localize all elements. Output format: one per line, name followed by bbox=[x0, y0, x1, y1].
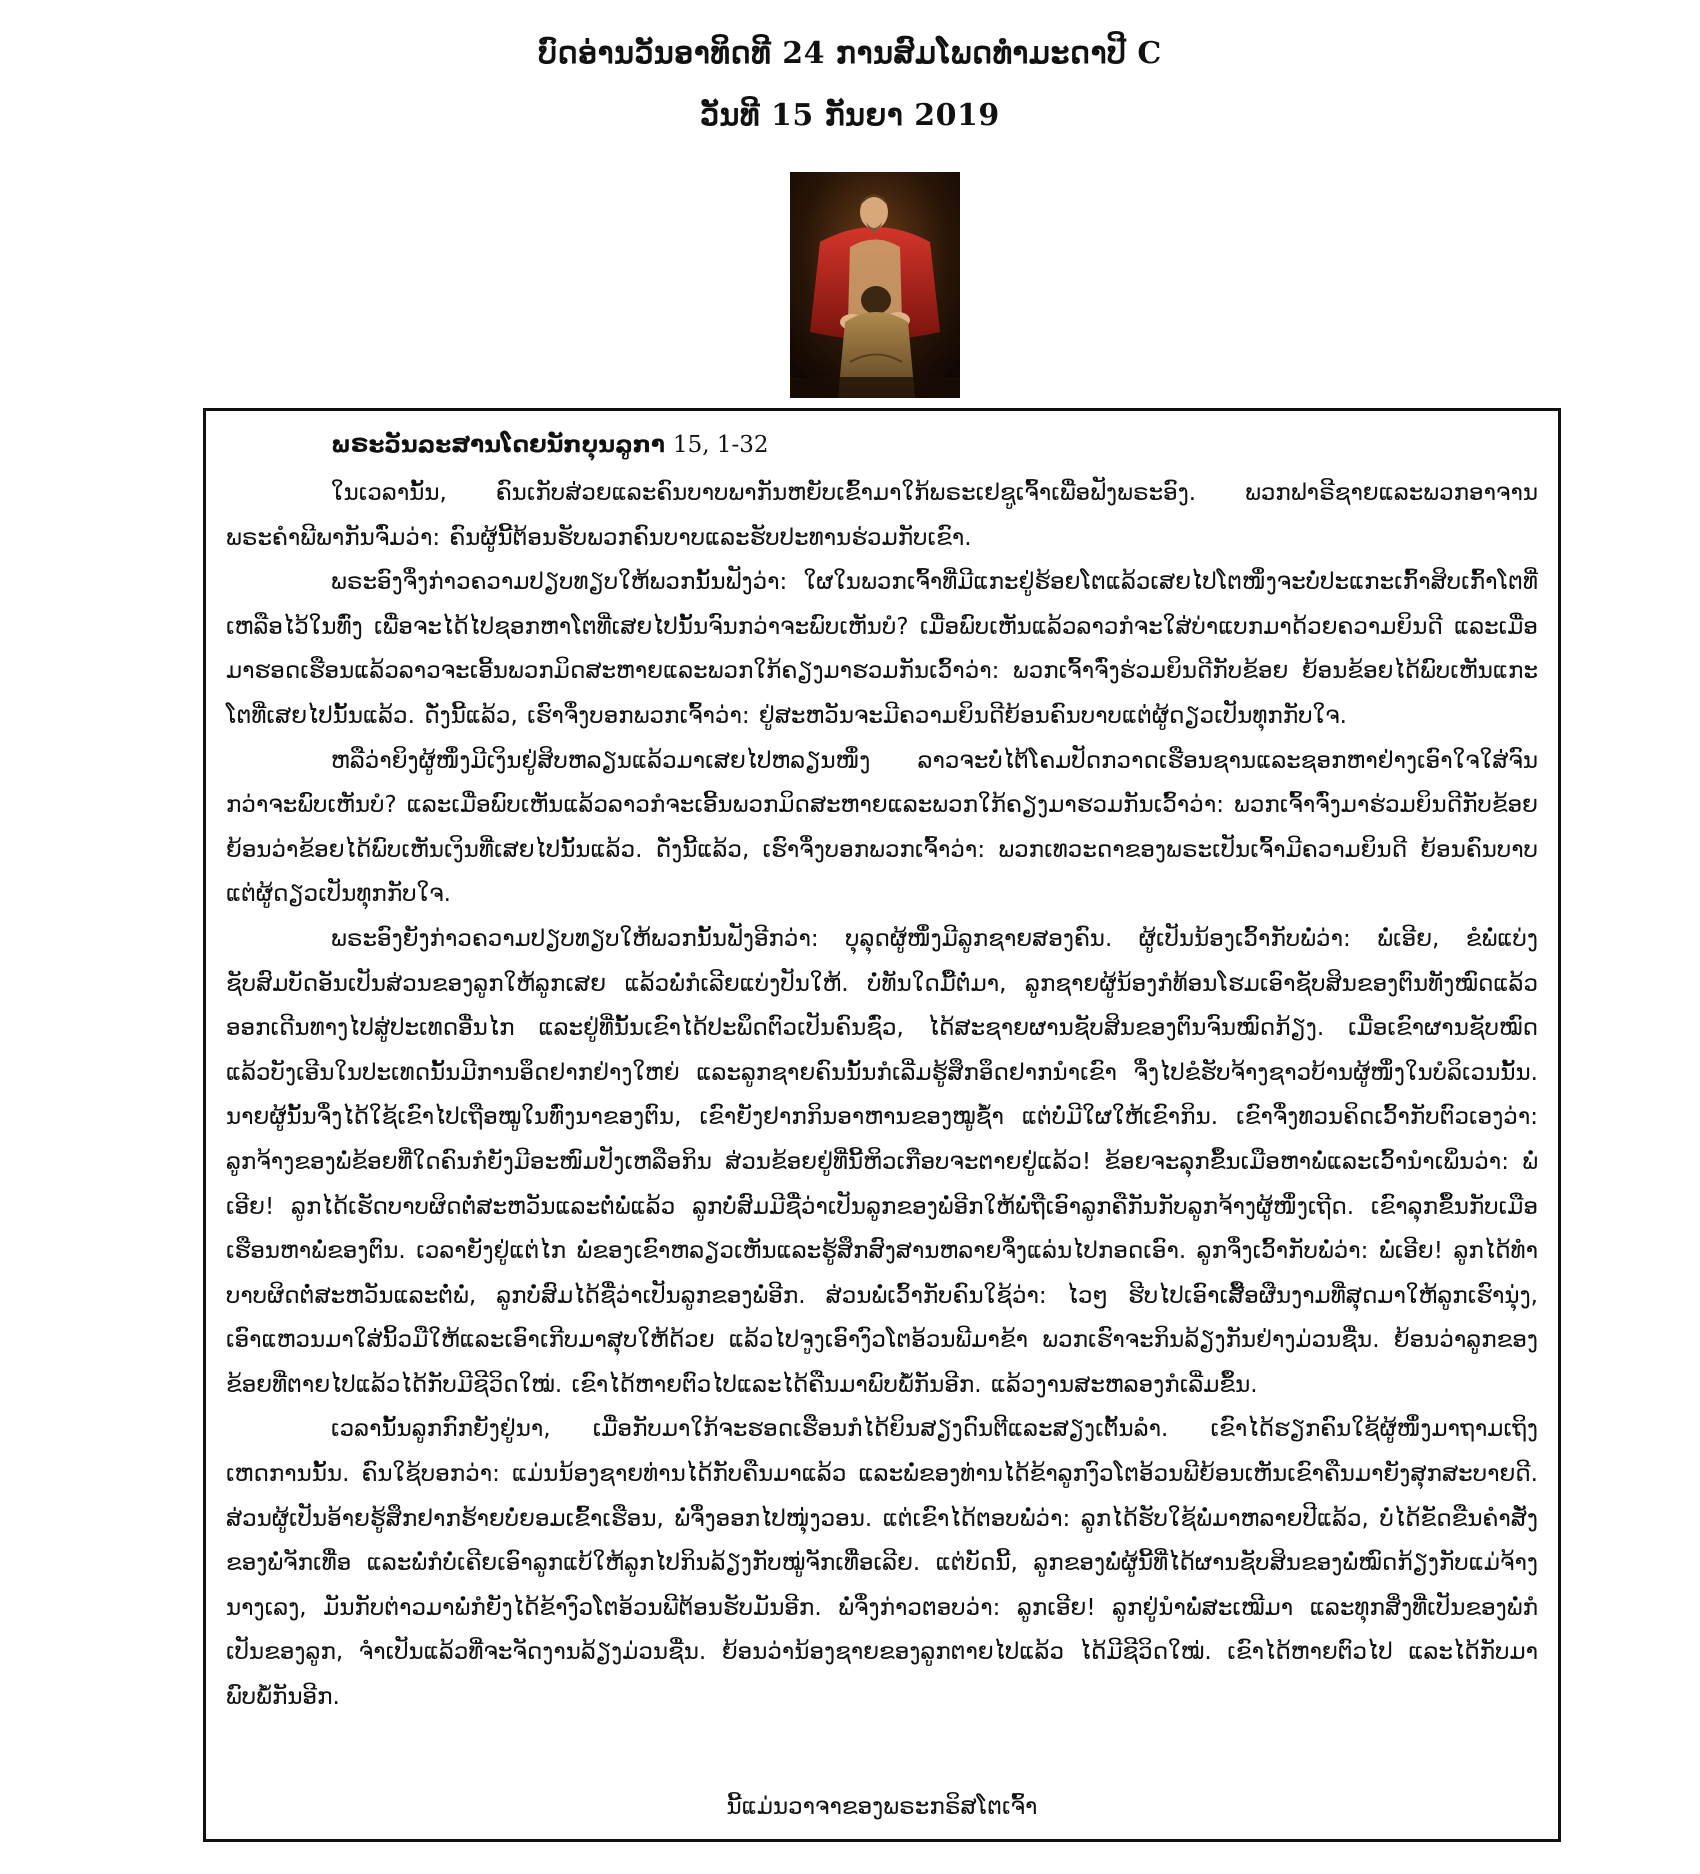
page-title: ບົດອ່ານວັນອາທິດທີ 24 ການສົມໂພດທຳມະດາປີ C bbox=[538, 36, 1162, 71]
reading-paragraph: ພຣະອົງຈຶ່ງກ່າວຄວາມປຽບທຽບໃຫ້ພວກນັ້ນຟັງວ່າ: ໃຜໃນພວກເຈົ້າທີ່ມີແກະຢູ່ຮ້ອຍໂຕແລ້ວເສຍໄປໂຕໜຶ່ງຈະບໍ່ປະແກະເກົ້າສິບເກົ້າໂຕທີ່ເຫລືອໄວ້ໃນທົ່ງ ເພື່ອຈະໄດ້ໄປຊອກຫາໂຕທີ່ເສຍໄປນັ້ນຈົນກວ່າຈະພົບເຫັນບໍ? ເມື່ອພົບເຫັນແລ້ວລາວກໍຈະໃສ່ບ່າແບກມາດ້ວຍຄວາມຍິນດີ ແລະເມື່ອມາຮອດເຮືອນແລ້ວລາວຈະເອີ້ນພວກມິດສະຫາຍແລະພວກໃກ້ຄຽງມາຮວມກັນເວົ້າວ່າ: ພວກເຈົ້າຈົ່ງຮ່ວມຍິນດີກັບຂ້ອຍ ຍ້ອນຂ້ອຍໄດ້ພົບເຫັນແກະໂຕທີ່ເສຍໄປນັ້ນແລ້ວ. ດັ່ງນີ້ແລ້ວ, ເຮົາຈຶ່ງບອກພວກເຈົ້າວ່າ: ຢູ່ສະຫວັນຈະມີຄວາມຍິນດີຍ້ອນຄົນບາບແຕ່ຜູ້ດຽວເປັນທຸກກັບໃຈ. bbox=[226, 569, 1538, 729]
reading-closing-acclamation: ນີ້ແມ່ນວາຈາຂອງພຣະກຣິສໂຕເຈົ້າ bbox=[726, 1794, 1038, 1820]
gospel-reading-box bbox=[203, 408, 1561, 1842]
page-date: ວັນທີ 15 ກັນຍາ 2019 bbox=[700, 98, 1000, 133]
reading-paragraph: ໃນເວລານັ້ນ, ຄົນເກັບສ່ວຍແລະຄົນບາບພາກັນຫຍັບເຂົ້າມາໃກ້ພຣະເຢຊູເຈົ້າເພື່ອຟັງພຣະອົງ. ພວກຟາຣີຊາຍແລະພວກອາຈານພຣະຄຳພີພາກັນຈົ່ມວ່າ: ຄົນຜູ້ນີ້ຕ້ອນຮັບພວກຄົນບາບແລະຮັບປະທານຮ່ວມກັບເຂົາ. bbox=[226, 480, 1538, 551]
gospel-reading-content bbox=[226, 425, 1538, 1720]
reading-paragraph: ເວລານັ້ນລູກກົກຍັງຢູ່ນາ, ເມື່ອກັບມາໃກ້ຈະຮອດເຮືອນກໍໄດ້ຍິນສຽງດົນຕີແລະສຽງເຕັ້ນລຳ. ເຂົາໄດ້ຮຽກຄົນໃຊ້ຜູ້ໜຶ່ງມາຖາມເຖິງເຫດການນັ້ນ. ຄົນໃຊ້ບອກວ່າ: ແມ່ນນ້ອງຊາຍທ່ານໄດ້ກັບຄືນມາແລ້ວ ແລະພໍ່ຂອງທ່ານໄດ້ຂ້າລູກງົວໂຕອ້ວນພີຍ້ອນເຫັນເຂົາຄືນມາຍັງສຸກສະບາຍດີ. ສ່ວນຜູ້ເປັນອ້າຍຮູ້ສຶກຢາກຮ້າຍບໍ່ຍອມເຂົ້າເຮືອນ, ພໍ່ຈຶ່ງອອກໄປໜຸ່ງວອນ. ແຕ່ເຂົາໄດ້ຕອບພໍ່ວ່າ: ລູກໄດ້ຮັບໃຊ້ພໍ່ມາຫລາຍປີແລ້ວ, ບໍ່ໄດ້ຂັດຂືນຄຳສັ່ງຂອງພໍ່ຈັກເທື່ອ ແລະພໍ່ກໍບໍ່ເຄີຍເອົາລູກແບ້ໃຫ້ລູກໄປກິນລ້ຽງກັບໝູ່ຈັກເທື່ອເລີຍ. ແຕ່ບັດນີ້, ລູກຂອງພໍ່ຜູ້ນີ້ທີ່ໄດ້ຜານຊັບສິນຂອງພໍ່ໝົດກ້ຽງກັບແມ່ຈ້າງນາງເລງ, ມັນກັບຕ່າວມາພໍ່ກໍຍັງໄດ້ຂ້າງົວໂຕອ້ວນພີຕ້ອນຮັບມັນອີກ. ພໍ່ຈຶ່ງກ່າວຕອບວ່າ: ລູກເອີຍ! ລູກຢູ່ນຳພໍ່ສະເໝີມາ ແລະທຸກສິ່ງທີ່ເປັນຂອງພໍ່ກໍເປັນຂອງລູກ, ຈຳເປັນແລ້ວທີ່ຈະຈັດງານລ້ຽງມ່ວນຊື່ນ. ຍ້ອນວ່ານ້ອງຊາຍຂອງລູກຕາຍໄປແລ້ວ ໄດ້ມີຊີວິດໃໝ່. ເຂົາໄດ້ຫາຍຕົວໄປ ແລະໄດ້ກັບມາພົບພໍ້ກັນອີກ. bbox=[226, 1416, 1538, 1711]
reading-paragraph: ຫລືວ່າຍິງຜູ້ໜຶ່ງມີເງິນຢູ່ສິບຫລຽນແລ້ວມາເສຍໄປຫລຽນໜຶ່ງ ລາວຈະບໍ່ໄຕ້ໂຄມປັດກວາດເຮືອນຊານແລະຊອກຫາຢ່າງເອົາໃຈໃສ່ຈົນກວ່າຈະພົບເຫັນບໍ? ແລະເມື່ອພົບເຫັນແລ້ວລາວກໍຈະເອີ້ນພວກມິດສະຫາຍແລະພວກໃກ້ຄຽງມາຮວມກັນເວົ້າວ່າ: ພວກເຈົ້າຈົ່ງມາຮ່ວມຍິນດີກັບຂ້ອຍ ຍ້ອນວ່າຂ້ອຍໄດ້ພົບເຫັນເງິນທີ່ເສຍໄປນັ້ນແລ້ວ. ດັ່ງນີ້ແລ້ວ, ເຮົາຈຶ່ງບອກພວກເຈົ້າວ່າ: ພວກເທວະດາຂອງພຣະເປັນເຈົ້າມີຄວາມຍິນດີ ຍ້ອນຄົນບາບແຕ່ຜູ້ດຽວເປັນທຸກກັບໃຈ. bbox=[226, 747, 1538, 908]
reading-heading-reference: 15, 1-32 bbox=[672, 432, 769, 458]
reading-paragraph: ພຣະອົງຍັງກ່າວຄວາມປຽບທຽບໃຫ້ພວກນັ້ນຟັງອີກວ່າ: ບຸລຸດຜູ້ໜຶ່ງມີລູກຊາຍສອງຄົນ. ຜູ້ເປັນນ້ອງເວົ້າກັບພໍ່ວ່າ: ພໍ່ເອີຍ, ຂໍພໍ່ແບ່ງຊັບສົມບັດອັນເປັນສ່ວນຂອງລູກໃຫ້ລູກເສຍ ແລ້ວພໍ່ກໍເລີຍແບ່ງປັນໃຫ້. ບໍ່ທັນໃດມື້ຕໍ່ມາ, ລູກຊາຍຜູ້ນ້ອງກໍທ້ອນໂຮມເອົາຊັບສິນຂອງຕົນທັງໝົດແລ້ວອອກເດີນທາງໄປສູ່ປະເທດອື່ນໄກ ແລະຢູ່ທີ່ນັ້ນເຂົາໄດ້ປະພຶດຕົວເປັນຄົນຊົ່ວ, ໄດ້ສະຊາຍຜານຊັບສິນຂອງຕົນຈົນໝົດກ້ຽງ. ເມື່ອເຂົາຜານຊັບໝົດແລ້ວບັງເອີນໃນປະເທດນັ້ນມີການອຶດຢາກຢ່າງໃຫຍ່ ແລະລູກຊາຍຄົນນັ້ນກໍເລີ່ມຮູ້ສຶກອຶດຢາກນຳເຂົາ ຈຶ່ງໄປຂໍຮັບຈ້າງຊາວບ້ານຜູ້ໜຶ່ງໃນບໍລິເວນນັ້ນ. ນາຍຜູ້ນັ້ນຈຶ່ງໄດ້ໃຊ້ເຂົາໄປເຖືອໝູໃນທົ່ງນາຂອງຕົນ, ເຂົາຍັງຢາກກິນອາຫານຂອງໝູຊ້ຳ ແຕ່ບໍ່ມີໃຜໃຫ້ເຂົາກິນ. ເຂົາຈຶ່ງທວນຄິດເວົ້າກັບຕົວເອງວ່າ: ລູກຈ້າງຂອງພໍ່ຂ້ອຍທີ່ໃດຄົນກໍຍັງມີອະໜົມປັງເຫລືອກິນ ສ່ວນຂ້ອຍຢູ່ທີ່ນີ້ຫິວເກືອບຈະຕາຍຢູ່ແລ້ວ! ຂ້ອຍຈະລຸກຂຶ້ນເມືອຫາພໍ່ແລະເວົ້ານຳເພິ່ນວ່າ: ພໍ່ເອີຍ! ລູກໄດ້ເຮັດບາບຜິດຕໍ່ສະຫວັນແລະຕໍ່ພໍ່ແລ້ວ ລູກບໍ່ສົມມີຊື່ວ່າເປັນລູກຂອງພໍ່ອີກໃຫ້ພໍ່ຖືເອົາລູກຄືກັນກັບລູກຈ້າງຜູ້ໜຶ່ງເຖີດ. ເຂົາລຸກຂຶ້ນກັບເມືອເຮືອນຫາພໍ່ຂອງຕົນ. ເວລາຍັງຢູ່ແຕ່ໄກ ພໍ່ຂອງເຂົາຫລຽວເຫັນແລະຮູ້ສຶກສົງສານຫລາຍຈຶ່ງແລ່ນໄປກອດເອົາ. ລູກຈຶ່ງເວົ້າກັບພໍ່ວ່າ: ພໍ່ເອີຍ! ລູກໄດ້ທຳບາບຜິດຕໍ່ສະຫວັນແລະຕໍ່ພໍ່, ລູກບໍ່ສົມໄດ້ຊື່ວ່າເປັນລູກຂອງພໍ່ອີກ. ສ່ວນພໍ່ເວົ້າກັບຄົນໃຊ້ວ່າ: ໄວໆ ຮີບໄປເອົາເສື້ອຜືນງາມທີ່ສຸດມາໃຫ້ລູກເຮົານຸ່ງ, ເອົາແຫວນມາໃສ່ນິ້ວມືໃຫ້ແລະເອົາເກີບມາສຸບໃຫ້ດ້ວຍ ແລ້ວໄປຈູງເອົາງົວໂຕອ້ວນພີມາຂ້າ ພວກເຮົາຈະກິນລ້ຽງກັນຢ່າງມ່ວນຊື່ນ. ຍ້ອນວ່າລູກຂອງຂ້ອຍທີ່ຕາຍໄປແລ້ວໄດ້ກັບມີຊີວິດໃໝ່. ເຂົາໄດ້ຫາຍຕົວໄປແລະໄດ້ຄືນມາພົບພໍ້ກັນອີກ. ແລ້ວງານສະຫລອງກໍເລີ່ມຂຶ້ນ. bbox=[226, 925, 1538, 1398]
reading-heading bbox=[226, 425, 1538, 465]
reading-heading-title: ພຣະວັນລະສານໂດຍນັກບຸນລູກາ bbox=[331, 432, 665, 458]
painting-return-of-prodigal-son-icon bbox=[790, 172, 960, 398]
